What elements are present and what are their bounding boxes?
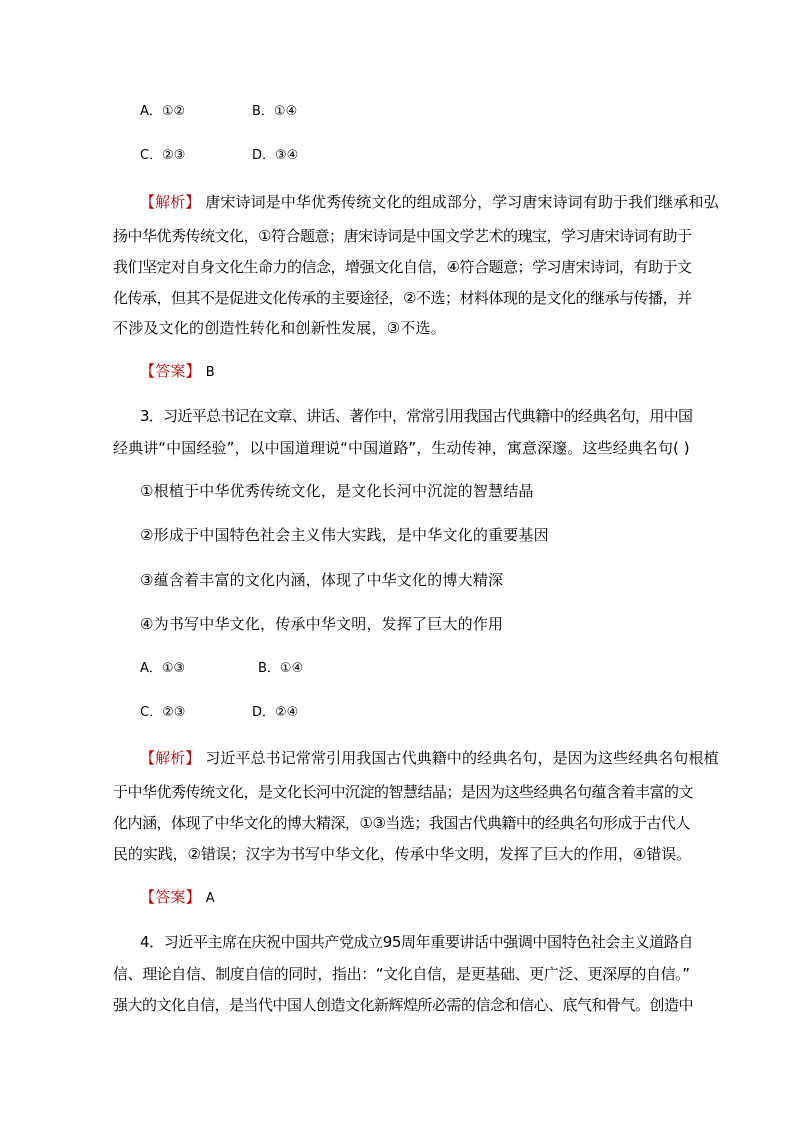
q2-answer-value: B	[205, 365, 215, 380]
q2-option-d: D．③④	[252, 148, 299, 163]
q2-analysis-line-4: 化传承，但其不是促进文化传承的主要途径，②不选；材料体现的是文化的继承与传播，并	[113, 289, 692, 307]
q3-statement-4: ④为书写中华文化，传承中华文明，发挥了巨大的作用	[140, 615, 504, 633]
q2-analysis-line-3: 我们坚定对自身文化生命力的信念，增强文化自信，④符合题意；学习唐宋诗词，有助于文	[113, 258, 692, 276]
q3-option-d: D．②④	[252, 705, 299, 720]
q3-analysis-line-4: 民的实践，②错误；汉字为书写中华文化，传承中华文明，发挥了巨大的作用，④错误。	[113, 845, 691, 863]
q3-statement-1: ①根植于中华优秀传统文化，是文化长河中沉淀的智慧结晶	[140, 482, 534, 500]
q3-statement-2: ②形成于中国特色社会主义伟大实践，是中华文化的重要基因	[140, 526, 549, 544]
q2-answer-tag: 【答案】	[140, 362, 201, 380]
q3-statement-3: ③蕴含着丰富的文化内涵，体现了中华文化的博大精深	[140, 571, 504, 589]
q3-analysis-line-2: 于中华优秀传统文化，是文化长河中沉淀的智慧结晶；是因为这些经典名句蕴含着丰富的文	[113, 783, 694, 801]
q3-analysis-line-3: 化内涵，体现了中华文化的博大精深，①③当选；我国古代典籍中的经典名句形成于古代人	[113, 814, 690, 832]
q2-analysis-line-2: 扬中华优秀传统文化，①符合题意；唐宋诗词是中国文学艺术的瑰宝，学习唐宋诗词有助于	[113, 227, 692, 245]
q2-analysis-line-5: 不涉及文化的创造性转化和创新性发展，③不选。	[113, 319, 446, 337]
q4-stem-line-1: 4．习近平主席在庆祝中国共产党成立95周年重要讲话中强调中国特色社会主义道路自	[140, 933, 694, 951]
q3-option-c: C．②③	[140, 705, 186, 720]
q2-answer-line	[140, 361, 720, 383]
q3-option-a: A．①③	[140, 661, 186, 676]
q2-option-b: B．①④	[252, 104, 298, 119]
q3-option-b: B．①④	[258, 661, 304, 676]
q3-stem-line-2: 经典讲“中国经验”，以中国道理说“中国道路”，生动传神，寓意深邃。这些经典名句( )	[113, 439, 690, 457]
q3-answer-tag: 【答案】	[140, 888, 201, 906]
q4-stem-line-3: 强大的文化自信，是当代中国人创造文化新辉煌所必需的信念和信心、底气和骨气。创造中	[113, 996, 694, 1014]
q3-answer-line	[140, 887, 720, 909]
q3-analysis-tag: 【解析】	[140, 749, 201, 767]
q4-stem-line-2: 信、理论自信、制度自信的同时，指出：“文化自信，是更基础、更广泛、更深厚的自信。”	[113, 965, 690, 983]
q2-option-c: C．②③	[140, 148, 186, 163]
q2-analysis-tag: 【解析】	[140, 193, 201, 211]
q3-analysis-line-1: 【解析】 习近平总书记常常引用我国古代典籍中的经典名句，是因为这些经典名句根植	[140, 749, 719, 767]
q3-stem-line-1: 3．习近平总书记在文章、讲话、著作中，常常引用我国古代典籍中的经典名句，用中国	[140, 407, 693, 425]
q2-option-a: A．①②	[140, 104, 186, 119]
q2-analysis-line-1: 【解析】 唐宋诗词是中华优秀传统文化的组成部分，学习唐宋诗词有助于我们继承和弘	[140, 193, 719, 211]
q3-answer-value: A	[205, 891, 215, 906]
